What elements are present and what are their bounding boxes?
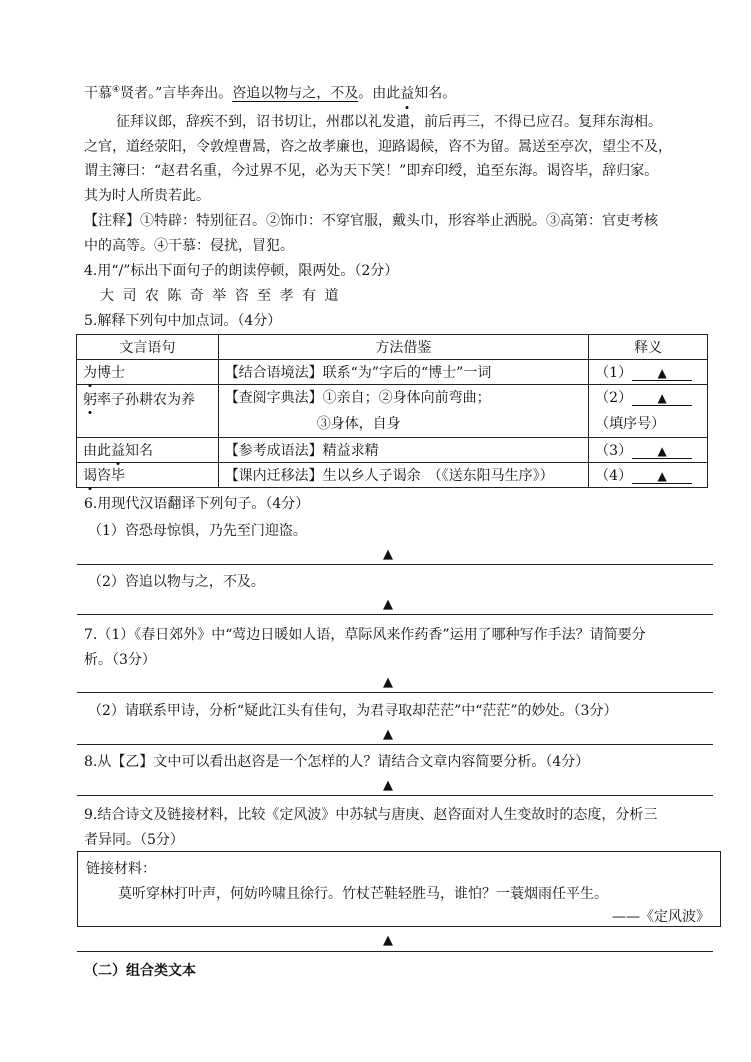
- method-cell: 【结合语境法】联系“为”字后的“博士”一词: [218, 360, 588, 385]
- answer-line[interactable]: [77, 951, 713, 952]
- answer-number: （2）: [595, 390, 633, 406]
- text: 知名: [125, 443, 153, 459]
- sentence-cell: [77, 385, 219, 438]
- answer-number: （4）: [595, 468, 633, 484]
- answer-line[interactable]: [77, 795, 713, 796]
- question-6-sentence-2: （2）咨追以物与之，不及。: [88, 574, 265, 590]
- table-row: [77, 463, 708, 488]
- question-4: 4.用“/”标出下面句子的朗读停顿，限两处。（2分）: [84, 263, 399, 279]
- question-7-line-1: 7.（1）《春日郊外》中“莺边日暖如人语，草际风来作药香”运用了哪种写作手法？请简要分: [84, 627, 646, 643]
- question-4-sentence: 大 司 农 陈 奇 举 咨 至 孝 有 道: [100, 288, 341, 304]
- answer-marker: ▲: [383, 675, 393, 690]
- fill-hint: （填序号）: [595, 416, 666, 432]
- table-header: 方法借鉴: [218, 335, 588, 360]
- answer-blank[interactable]: ▲: [632, 391, 692, 406]
- answer-blank[interactable]: ▲: [632, 444, 692, 459]
- answer-cell: [589, 463, 708, 488]
- underlined-sentence: 咨追以物与之，不及: [232, 85, 359, 102]
- answer-marker: ▲: [383, 933, 393, 948]
- table-header-row: [77, 335, 708, 360]
- answer-marker: ▲: [383, 727, 393, 742]
- passage-line-4: 谓主簿曰：“赵君名重，今过界不见，必为天下笑！”即弃印绶，追至东海。谒咨毕，辞归家。: [84, 163, 659, 179]
- question-8: 8.从【乙】文中可以看出赵咨是一个怎样的人？请结合文章内容简要分析。（4分）: [84, 754, 590, 770]
- method-cell: 【参考成语法】精益求精: [218, 438, 588, 463]
- sentence-cell: [77, 360, 219, 385]
- table-header: 文言语句: [77, 335, 219, 360]
- text: 【查阅字典法】①亲自；②身体向前弯曲；: [224, 390, 491, 406]
- link-material-box: [77, 851, 721, 927]
- question-6: 6.用现代汉语翻译下列句子。（4分）: [84, 496, 310, 512]
- method-cell: [218, 385, 588, 438]
- question-5: 5.解释下列句中加点词。（4分）: [84, 313, 282, 329]
- link-material-title: 链接材料：: [86, 861, 156, 877]
- answer-cell: [589, 385, 708, 438]
- table-row: [77, 360, 708, 385]
- note-line-1: 【注释】①特辟：特别征召。②饰巾：不穿官服，戴头巾，形容举止洒脱。③高第：官吏考核: [84, 213, 658, 229]
- text: 由此: [83, 443, 111, 459]
- dotted-word: 益: [111, 440, 125, 460]
- answer-marker: ▲: [383, 597, 393, 612]
- link-material-source: ——《定风波》: [612, 909, 710, 925]
- sentence-cell: [77, 438, 219, 463]
- question-9-line-1: 9.结合诗文及链接材料，比较《定风波》中苏轼与唐庚、赵咨面对人生变故时的态度，分析三: [84, 807, 658, 823]
- answer-line[interactable]: [77, 564, 713, 565]
- table-row: [77, 438, 708, 463]
- text: 干慕: [84, 85, 112, 102]
- text: 率子孙耕农为养: [97, 392, 195, 408]
- dotted-word: 为: [83, 362, 97, 382]
- text: 知名。: [414, 85, 457, 102]
- question-7-part-2: （2）请联系甲诗，分析“疑此江头有佳句，为君寻取却茫茫”中“茫茫”的妙处。（3分）: [88, 703, 618, 719]
- method-cell: 【课内迁移法】生以乡人子谒余 （《送东阳马生序》）: [218, 463, 588, 488]
- text: 博士: [97, 365, 125, 381]
- question-6-sentence-1: （1）咨恐母惊惧，乃先至门迎盗。: [88, 523, 307, 539]
- footnote-mark: ④: [112, 85, 121, 95]
- sentence-cell: [77, 463, 219, 488]
- section-heading: （二）组合类文本: [84, 963, 196, 979]
- answer-line[interactable]: [77, 744, 713, 745]
- note-line-2: 中的高等。④干慕：侵扰，冒犯。: [84, 238, 294, 254]
- table-header: 释义: [589, 335, 708, 360]
- answer-cell: [589, 438, 708, 463]
- dotted-word: 躬: [83, 389, 97, 409]
- answer-marker: ▲: [383, 778, 393, 793]
- question-7-line-2: 析。（3分）: [84, 652, 156, 668]
- text: 贤者。”言毕奔出。: [120, 85, 233, 102]
- answer-line[interactable]: [77, 614, 713, 615]
- passage-line-2: 征拜议郎，辞疾不到，诏书切让，州郡以礼发遣，前后再三，不得已应召。复拜东海相。: [116, 114, 662, 130]
- text: 咨毕: [97, 468, 125, 484]
- dotted-word: 谒: [83, 465, 97, 485]
- link-material-poem: 莫听穿林打叶声，何妨吟啸且徐行。竹杖芒鞋轻胜马，谁怕？一蓑烟雨任平生。: [118, 886, 608, 902]
- answer-number: （3）: [595, 443, 633, 459]
- passage-line-5: 其为时人所贵若此。: [84, 188, 210, 204]
- question-9-line-2: 者异同。（5分）: [84, 832, 184, 848]
- dotted-word: 益: [400, 85, 415, 102]
- answer-cell: [589, 360, 708, 385]
- text: 。由此: [358, 85, 401, 102]
- answer-marker: ▲: [383, 547, 393, 562]
- answer-blank[interactable]: ▲: [632, 366, 692, 381]
- text: ③身体，自身: [316, 416, 401, 432]
- table-row: [77, 385, 708, 438]
- answer-blank[interactable]: ▲: [632, 469, 692, 484]
- method-table: [76, 334, 708, 488]
- passage-line-1: [84, 80, 718, 104]
- answer-line[interactable]: [77, 692, 713, 693]
- answer-number: （1）: [595, 365, 633, 381]
- passage-line-3: 之官，道经荥阳，令敦煌曹暠，咨之故孝廉也，迎路谒候，咨不为留。暠送至亭次，望尘不及，: [84, 139, 672, 155]
